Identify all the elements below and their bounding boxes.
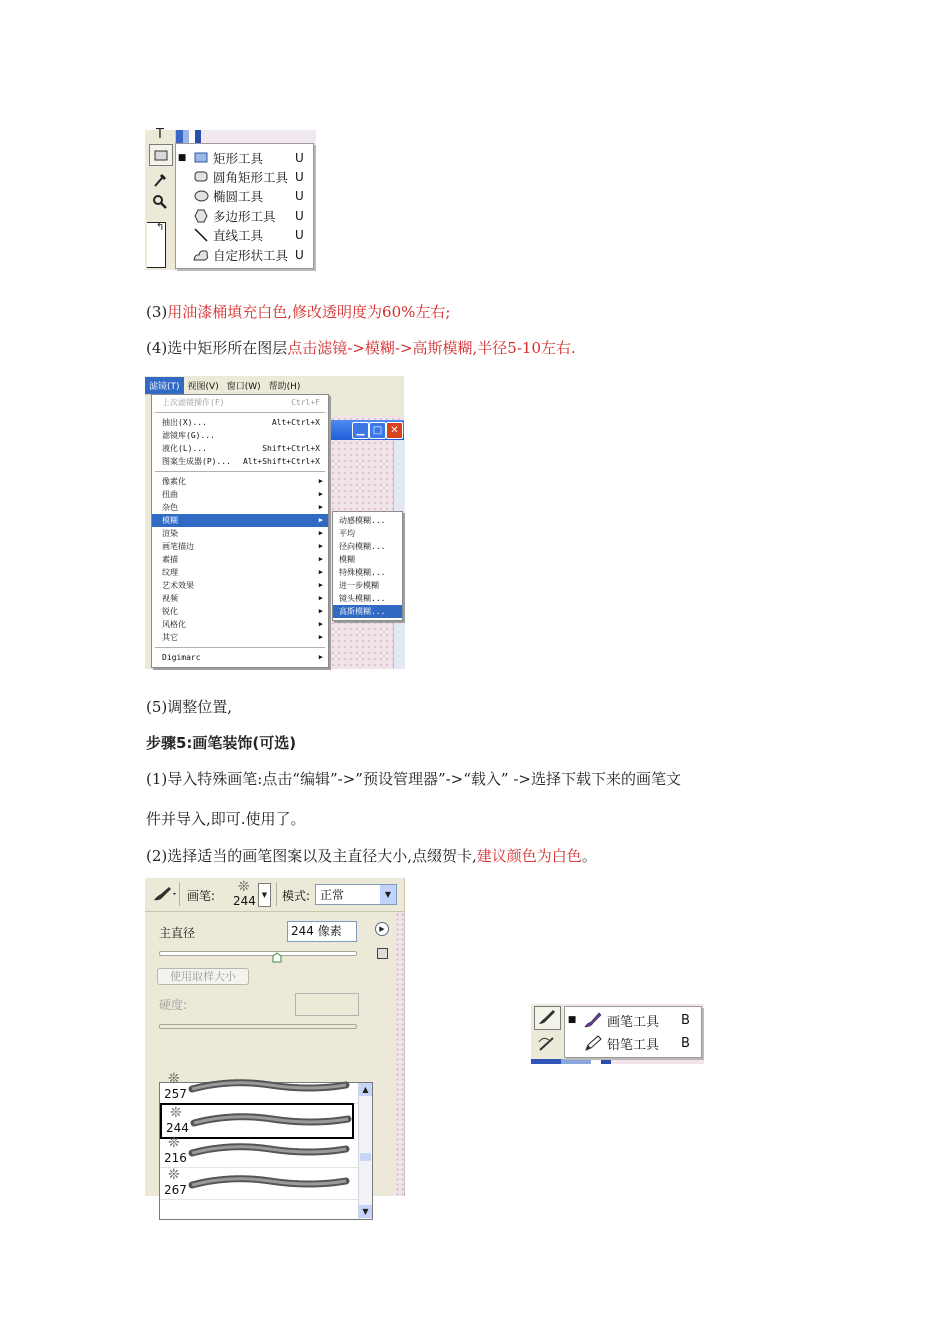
submenu-arrow-icon: ▶: [318, 516, 323, 524]
filter-menu-item[interactable]: [152, 455, 328, 468]
brush-preset-item[interactable]: [160, 1167, 358, 1200]
brush-flyout-item[interactable]: [565, 1008, 701, 1032]
filter-menu-item-label: 像素化: [162, 477, 186, 486]
step-4-instruction: 点击滤镜->模糊->高斯模糊,半径5-10左右.: [287, 339, 576, 357]
brush-stroke-preview: [190, 1139, 348, 1161]
filter-menu-item[interactable]: [152, 540, 328, 553]
brush-tool-preset-icon[interactable]: [151, 884, 177, 907]
shortcut-key: U: [295, 228, 304, 243]
filter-menu-item[interactable]: [152, 501, 328, 514]
filter-menu-item[interactable]: [152, 605, 328, 618]
filter-menu-item[interactable]: [152, 514, 328, 527]
shape-menu-item[interactable]: [176, 245, 313, 264]
step-4-paragraph: [146, 337, 576, 359]
blur-submenu-item-label: 模糊: [339, 555, 355, 564]
menu-window[interactable]: 窗口(W): [226, 381, 261, 392]
menu-view[interactable]: 视图(V): [187, 381, 219, 392]
filter-menu-item[interactable]: [152, 429, 328, 442]
zoom-tool-icon[interactable]: [149, 192, 171, 212]
brush-picker-panel: [149, 912, 393, 1216]
brush-flyout-item-label: 画笔工具: [607, 1014, 660, 1030]
diameter-slider-thumb[interactable]: [273, 947, 281, 956]
snowflake-brush-icon: ❊: [168, 1071, 180, 1087]
step-4-text: (4)选中矩形所在图层: [146, 339, 288, 357]
diameter-input[interactable]: 244 像素: [287, 921, 357, 942]
canvas-bottom-strip: [531, 1059, 704, 1064]
shape-menu-item[interactable]: [176, 148, 313, 167]
filter-menu-item[interactable]: [152, 618, 328, 631]
new-preset-icon[interactable]: [377, 948, 388, 959]
sub-2-highlight: 建议颜色为白色: [476, 847, 582, 865]
type-tool-icon[interactable]: T: [156, 126, 164, 142]
canvas-top-strip: [175, 130, 316, 144]
shape-menu-item-label: 圆角矩形工具: [213, 169, 289, 185]
menu-separator: [155, 647, 325, 648]
shortcut-key: U: [295, 169, 304, 184]
preset-list-scrollbar[interactable]: [358, 1083, 372, 1219]
filter-menu-item[interactable]: [152, 416, 328, 429]
shortcut-key: U: [295, 150, 304, 165]
scroll-down-icon[interactable]: ▼: [359, 1205, 372, 1218]
filter-menu-item[interactable]: [152, 579, 328, 592]
filter-menu-item-label: 渲染: [162, 529, 178, 538]
submenu-arrow-icon: ▶: [318, 490, 323, 498]
blur-submenu-item[interactable]: [333, 540, 402, 553]
snowflake-brush-icon: ❊: [168, 1135, 180, 1151]
close-icon[interactable]: ✕: [386, 422, 403, 439]
brush-stroke-preview: [190, 1075, 348, 1097]
brush-options-bar: [145, 878, 404, 912]
filter-menu-item-label: 杂色: [162, 503, 178, 512]
rectangle-icon: [193, 151, 209, 165]
blur-submenu-item[interactable]: [333, 605, 402, 618]
mode-select[interactable]: [315, 884, 397, 905]
shape-menu-item-label: 自定形状工具: [213, 247, 289, 263]
snowflake-brush-icon: ❊: [170, 1105, 182, 1121]
eyedropper-tool-icon[interactable]: [149, 170, 171, 190]
blur-submenu-item[interactable]: [333, 579, 402, 592]
ellipse-icon: [193, 189, 209, 203]
submenu-arrow-icon: ▶: [318, 503, 323, 511]
filter-menu-item-label: 滤镜库(G)...: [162, 431, 215, 440]
step-3-number: (3): [146, 303, 168, 321]
menu-bar: [145, 376, 404, 395]
filter-menu-item-label: 纹理: [162, 568, 178, 577]
snowflake-brush-icon: ❊: [168, 1167, 180, 1183]
shortcut-key: B: [681, 1035, 690, 1051]
brush-picker-dropdown[interactable]: ▼: [258, 883, 271, 907]
filter-menu-item[interactable]: [152, 475, 328, 488]
shape-menu-item[interactable]: [176, 167, 313, 186]
sub-1-line-2: 件并导入,即可.使用了。: [146, 810, 306, 828]
filter-menu-item-label: 上次滤镜操作(F): [162, 398, 225, 407]
shape-menu-item[interactable]: [176, 206, 313, 225]
brush-preset-size: 257: [164, 1087, 187, 1101]
brush-tool-flyout-menu: [564, 1006, 702, 1058]
blur-submenu-item[interactable]: [333, 566, 402, 579]
line-icon: [193, 228, 209, 242]
brush-stroke-preview: [192, 1109, 350, 1131]
menu-filter[interactable]: 滤镜(T): [145, 377, 184, 394]
shape-menu-item-label: 椭圆工具: [213, 189, 264, 205]
shape-menu-item[interactable]: [176, 187, 313, 206]
brush-preset-size: 267: [164, 1183, 187, 1197]
panel-menu-icon[interactable]: ▶: [375, 922, 389, 936]
shortcut-text: Alt+Shift+Ctrl+X: [242, 457, 320, 466]
blur-submenu-item-label: 动感模糊...: [339, 516, 386, 525]
shortcut-key: B: [681, 1012, 690, 1028]
check-mark: ■: [177, 152, 187, 163]
filter-menu-item[interactable]: [152, 651, 328, 664]
filter-menu-item[interactable]: [152, 631, 328, 644]
polygon-icon: [193, 209, 209, 223]
diameter-slider[interactable]: [159, 951, 357, 956]
hardness-slider[interactable]: [159, 1024, 357, 1029]
snowflake-brush-icon: ❊: [238, 879, 250, 895]
brush-preset-item[interactable]: [160, 1135, 358, 1168]
submenu-arrow-icon: ▶: [318, 477, 323, 485]
filter-menu-item-label: 其它: [162, 633, 178, 642]
blur-submenu-item[interactable]: [333, 592, 402, 605]
step-3-instruction: 用油漆桶填充白色,修改透明度为60%左右;: [167, 303, 451, 321]
brush-flyout-item[interactable]: [565, 1031, 701, 1055]
shape-menu-item-label: 多边形工具: [213, 208, 276, 224]
brush-flyout-item-label: 铅笔工具: [607, 1037, 660, 1053]
rounded-rectangle-icon: [193, 170, 209, 184]
blur-submenu-item[interactable]: [333, 553, 402, 566]
shortcut-key: U: [295, 189, 304, 204]
blur-submenu-item-label: 特殊模糊...: [339, 568, 386, 577]
submenu-arrow-icon: ▶: [318, 555, 323, 563]
shortcut-text: Shift+Ctrl+X: [262, 444, 320, 453]
pencil-icon: [583, 1034, 603, 1052]
tool-icon: [583, 1033, 603, 1053]
shortcut-text: Ctrl+F: [291, 398, 320, 407]
rectangle-tool-icon: [154, 150, 168, 161]
document-title-bar: [330, 420, 404, 440]
menu-help[interactable]: 帮助(H): [268, 381, 301, 392]
blur-submenu-item[interactable]: [333, 514, 402, 527]
sub-1-line-1: (1)导入特殊画笔:点击“编辑”->”预设管理器”->“载入” ->选择下载下来的画笔文: [146, 770, 681, 788]
scroll-thumb[interactable]: [360, 1153, 371, 1161]
filter-menu-item-label: 画笔描边: [162, 542, 194, 551]
brush-icon: [583, 1011, 603, 1029]
minimize-icon[interactable]: ▁: [352, 422, 369, 439]
sub-2-text: (2)选择适当的画笔图案以及主直径大小,点缀贺卡,: [146, 847, 477, 865]
filter-menu-item-label: 锐化: [162, 607, 178, 616]
hardness-label: 硬度:: [159, 998, 188, 1012]
submenu-arrow-icon: ▶: [318, 542, 323, 550]
shape-tool-flyout-menu: [175, 143, 314, 269]
filter-menu-item-label: 抽出(X)...: [162, 418, 207, 427]
filter-menu-item[interactable]: [152, 527, 328, 540]
brush-stroke-preview: [190, 1171, 348, 1193]
blur-submenu: [332, 511, 403, 621]
maximize-icon[interactable]: □: [369, 422, 386, 439]
blur-submenu-item-label: 平均: [339, 529, 355, 538]
submenu-arrow-icon: ▶: [318, 581, 323, 589]
brush-preset-item[interactable]: [160, 1071, 358, 1104]
shape-tool-button[interactable]: [149, 144, 173, 166]
shape-menu-item-label: 直线工具: [213, 228, 264, 244]
filter-menu-item[interactable]: [152, 396, 328, 409]
shortcut-key: U: [295, 208, 304, 223]
tool-icon: [583, 1010, 603, 1030]
filter-menu-item[interactable]: [152, 488, 328, 501]
blur-submenu-item-label: 进一步模糊: [339, 581, 379, 590]
canvas-edge: [395, 912, 404, 1196]
step-5-paragraph: (5)调整位置,: [146, 698, 233, 716]
custom-shape-icon: [193, 248, 209, 262]
sub-2-paragraph: [146, 845, 597, 867]
brush-preset-size: 216: [164, 1151, 187, 1165]
check-mark: ■: [567, 1015, 577, 1025]
sub-2-suffix: 。: [581, 847, 597, 865]
brush-tool-flyout-screenshot: [531, 1004, 704, 1064]
options-bar: [330, 394, 404, 418]
toolbox: [145, 126, 176, 270]
blur-submenu-item-label: 镜头模糊...: [339, 594, 386, 603]
mode-label: 模式:: [282, 889, 311, 903]
hardness-input[interactable]: [295, 993, 359, 1016]
filter-menu-item-label: 液化(L)...: [162, 444, 207, 453]
shortcut-key: U: [295, 247, 304, 262]
shortcut-text: Alt+Ctrl+X: [271, 418, 320, 427]
submenu-arrow-icon: ▶: [318, 529, 323, 537]
brush-tool-button[interactable]: [534, 1006, 561, 1030]
brush-preset-size: 244: [166, 1121, 189, 1135]
shape-tool-screenshot: [145, 126, 316, 270]
submenu-arrow-icon: ▶: [318, 633, 323, 641]
filter-menu-item[interactable]: [152, 566, 328, 579]
blur-submenu-item-label: 径向模糊...: [339, 542, 386, 551]
swap-colors-icon[interactable]: ↰: [156, 222, 165, 233]
filter-menu-item-label: 模糊: [162, 516, 178, 525]
step-heading: 步骤5:画笔装饰(可选): [146, 734, 297, 752]
blur-submenu-item[interactable]: [333, 527, 402, 540]
step-3-paragraph: [146, 301, 450, 323]
filter-menu-item[interactable]: [152, 592, 328, 605]
scroll-up-icon[interactable]: ▲: [359, 1083, 372, 1096]
filter-dropdown-menu: [151, 394, 329, 668]
filter-menu-item-label: 风格化: [162, 620, 186, 629]
submenu-arrow-icon: ▶: [318, 653, 323, 661]
submenu-arrow-icon: ▶: [318, 607, 323, 615]
filter-menu-item-label: 艺术效果: [162, 581, 194, 590]
submenu-arrow-icon: ▶: [318, 620, 323, 628]
shape-menu-item[interactable]: [176, 226, 313, 245]
filter-menu-item[interactable]: [152, 442, 328, 455]
blur-submenu-item-label: 高斯模糊...: [339, 607, 386, 616]
submenu-arrow-icon: ▶: [318, 594, 323, 602]
filter-menu-screenshot: [145, 376, 404, 669]
brush-preset-list: [159, 1071, 373, 1220]
submenu-arrow-icon: ▶: [318, 568, 323, 576]
history-brush-icon[interactable]: [537, 1034, 559, 1058]
filter-menu-item-label: Digimarc: [162, 653, 201, 662]
shape-menu-item-label: 矩形工具: [213, 150, 264, 166]
brush-label: 画笔:: [187, 889, 216, 903]
filter-menu-item-label: 素描: [162, 555, 178, 564]
brush-preset-item[interactable]: [160, 1103, 354, 1139]
filter-menu-item-label: 扭曲: [162, 490, 178, 499]
menu-separator: [155, 412, 325, 413]
diameter-label: 主直径: [159, 926, 196, 940]
filter-menu-item[interactable]: [152, 553, 328, 566]
toolbox: [531, 1004, 563, 1064]
mode-select-value: 正常: [320, 888, 345, 902]
use-sample-size-button[interactable]: 使用取样大小: [157, 968, 249, 985]
menu-separator: [155, 471, 325, 472]
filter-menu-item-label: 视频: [162, 594, 178, 603]
brush-size-value: 244: [233, 894, 256, 908]
brush-options-screenshot: [145, 878, 405, 1216]
chevron-down-icon: ▼: [380, 885, 396, 904]
filter-menu-item-label: 图案生成器(P)...: [162, 457, 231, 466]
